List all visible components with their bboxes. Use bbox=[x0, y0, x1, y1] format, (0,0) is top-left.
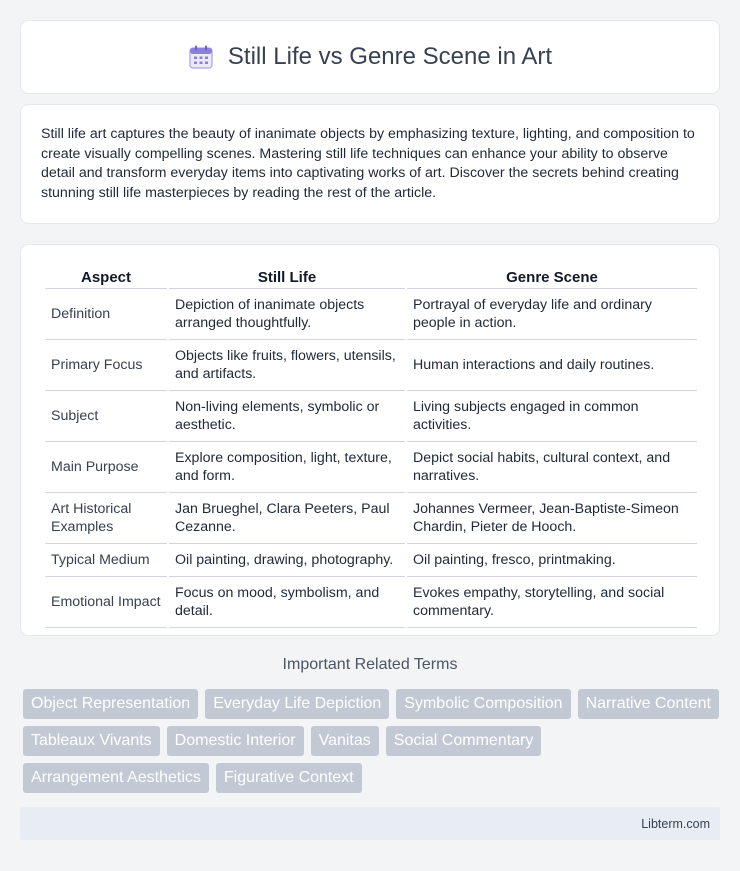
tag-tableaux-vivants[interactable]: Tableaux Vivants bbox=[23, 726, 160, 756]
tag-figurative-context[interactable]: Figurative Context bbox=[216, 763, 362, 793]
aspect-cell: Primary Focus bbox=[45, 340, 167, 391]
aspect-cell: Main Purpose bbox=[45, 442, 167, 493]
still-life-cell: Focus on mood, symbolism, and detail. bbox=[169, 577, 405, 628]
footer-site-link[interactable]: Libterm.com bbox=[641, 817, 710, 831]
header-aspect: Aspect bbox=[45, 265, 167, 289]
table-row bbox=[45, 442, 697, 493]
tag-row bbox=[23, 689, 723, 719]
still-life-cell: Non-living elements, symbolic or aesthetic. bbox=[169, 391, 405, 442]
header-genre-scene: Genre Scene bbox=[407, 265, 697, 289]
still-life-cell: Explore composition, light, texture, and form. bbox=[169, 442, 405, 493]
header-still-life: Still Life bbox=[169, 265, 405, 289]
still-life-cell: Oil painting, drawing, photography. bbox=[169, 544, 405, 577]
table-row bbox=[45, 391, 697, 442]
tag-row bbox=[23, 763, 723, 793]
table-row bbox=[45, 493, 697, 544]
tag-social-commentary[interactable]: Social Commentary bbox=[386, 726, 542, 756]
table-row bbox=[45, 577, 697, 628]
related-terms-tags bbox=[23, 689, 723, 800]
still-life-cell: Depiction of inanimate objects arranged thoughtfully. bbox=[169, 289, 405, 340]
tag-everyday-life-depiction[interactable]: Everyday Life Depiction bbox=[205, 689, 389, 719]
comparison-table-card bbox=[20, 244, 720, 636]
table-row bbox=[45, 340, 697, 391]
genre-scene-cell: Living subjects engaged in common activities. bbox=[407, 391, 697, 442]
aspect-cell: Subject bbox=[45, 391, 167, 442]
aspect-cell: Art Historical Examples bbox=[45, 493, 167, 544]
intro-text: Still life art captures the beauty of inanimate objects by emphasizing texture, lighting, and composition to create visually compelling scenes. Mastering still life techniques can enhance your ability to observe detail and transform everyday items into captivating works of art. Discover the secrets behind creating stunning still life masterpieces by reading the rest of the article. bbox=[41, 126, 695, 201]
tag-object-representation[interactable]: Object Representation bbox=[23, 689, 198, 719]
still-life-cell: Objects like fruits, flowers, utensils, and artifacts. bbox=[169, 340, 405, 391]
aspect-cell: Typical Medium bbox=[45, 544, 167, 577]
tag-row bbox=[23, 726, 723, 756]
genre-scene-cell: Evokes empathy, storytelling, and social commentary. bbox=[407, 577, 697, 628]
genre-scene-cell: Depict social habits, cultural context, and narratives. bbox=[407, 442, 697, 493]
related-terms-title: Important Related Terms bbox=[282, 656, 458, 673]
footer bbox=[20, 807, 720, 840]
calendar-icon bbox=[188, 44, 214, 70]
intro-card bbox=[20, 104, 720, 224]
aspect-cell: Emotional Impact bbox=[45, 577, 167, 628]
aspect-cell: Definition bbox=[45, 289, 167, 340]
tag-symbolic-composition[interactable]: Symbolic Composition bbox=[396, 689, 570, 719]
genre-scene-cell: Portrayal of everyday life and ordinary people in action. bbox=[407, 289, 697, 340]
genre-scene-cell: Oil painting, fresco, printmaking. bbox=[407, 544, 697, 577]
tag-arrangement-aesthetics[interactable]: Arrangement Aesthetics bbox=[23, 763, 209, 793]
comparison-table bbox=[43, 265, 699, 628]
table-header-row bbox=[45, 265, 697, 289]
tag-narrative-content[interactable]: Narrative Content bbox=[578, 689, 719, 719]
genre-scene-cell: Human interactions and daily routines. bbox=[407, 340, 697, 391]
table-row bbox=[45, 544, 697, 577]
header-card bbox=[20, 20, 720, 94]
tag-domestic-interior[interactable]: Domestic Interior bbox=[167, 726, 304, 756]
still-life-cell: Jan Brueghel, Clara Peeters, Paul Cezanne. bbox=[169, 493, 405, 544]
table-row bbox=[45, 289, 697, 340]
page-title: Still Life vs Genre Scene in Art bbox=[227, 43, 553, 70]
tag-vanitas[interactable]: Vanitas bbox=[311, 726, 379, 756]
genre-scene-cell: Johannes Vermeer, Jean-Baptiste-Simeon Chardin, Pieter de Hooch. bbox=[407, 493, 697, 544]
